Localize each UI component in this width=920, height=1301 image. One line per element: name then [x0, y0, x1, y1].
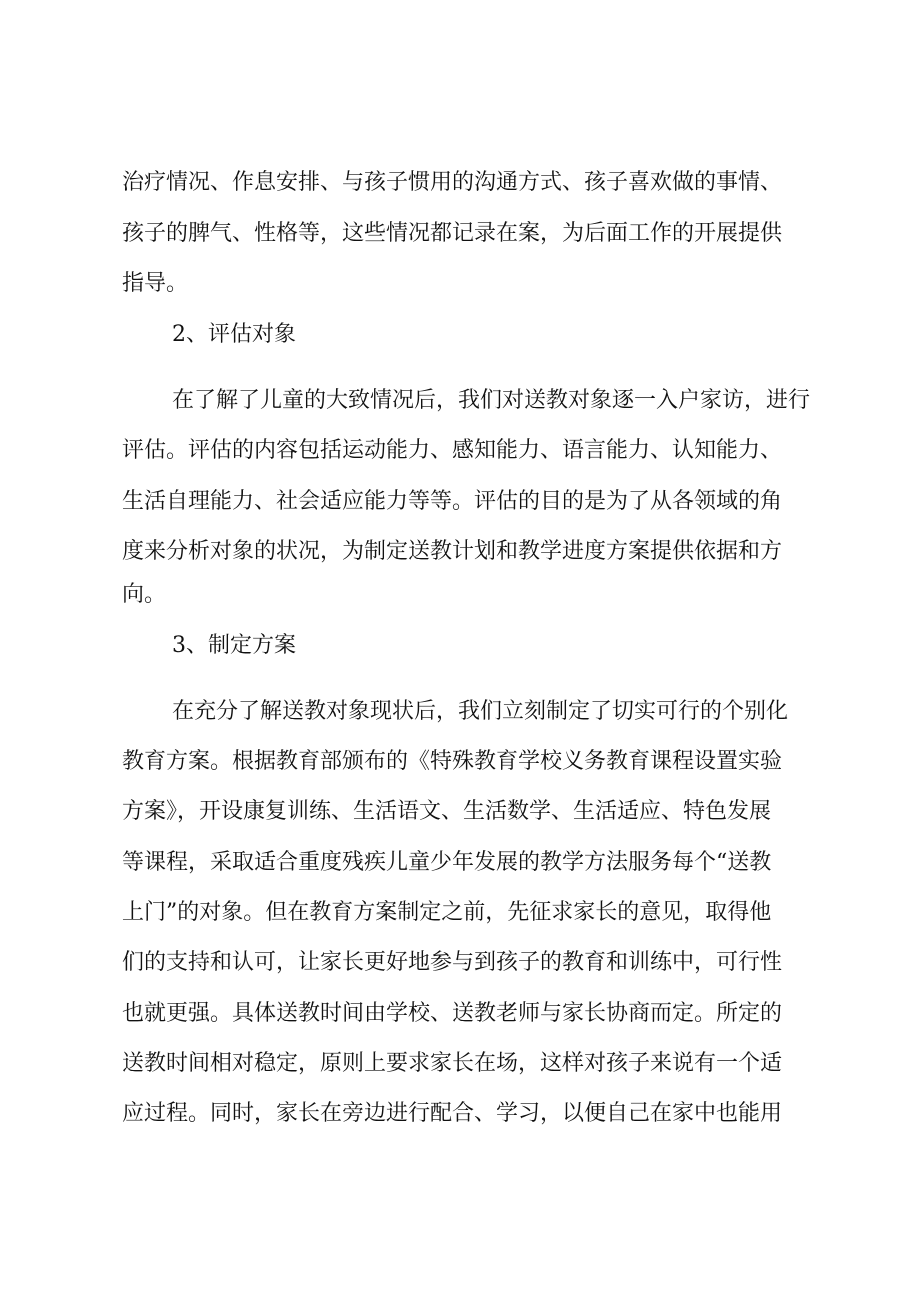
paragraph-line: 在了解了儿童的大致情况后，我们对送教对象逐一入户家访，进行 — [172, 388, 811, 413]
section-heading-evaluate: 2、评估对象 — [172, 322, 296, 347]
paragraph-line: 孩子的脾气、性格等，这些情况都记录在案，为后面工作的开展提供 — [122, 221, 783, 246]
paragraph-line: 应过程。同时，家长在旁边进行配合、学习，以便自己在家中也能用 — [122, 1101, 783, 1126]
paragraph-line: 向。 — [122, 582, 167, 607]
paragraph-line: 评估。评估的内容包括运动能力、感知能力、语言能力、认知能力、 — [122, 438, 783, 463]
paragraph-line: 生活自理能力、社会适应能力等等。评估的目的是为了从各领域的角 — [122, 489, 783, 514]
paragraph-line: 在充分了解送教对象现状后，我们立刻制定了切实可行的个别化 — [172, 699, 789, 724]
paragraph-line: 等课程，采取适合重度残疾儿童少年发展的教学方法服务每个“送教 — [122, 850, 772, 875]
paragraph-line: 们的支持和认可，让家长更好地参与到孩子的教育和训练中，可行性 — [122, 950, 783, 975]
paragraph-line: 方案》，开设康复训练、生活语文、生活数学、生活适应、特色发展 — [122, 799, 772, 824]
paragraph-line: 度来分析对象的状况，为制定送教计划和教学进度方案提供依据和方 — [122, 539, 783, 564]
paragraph-line: 也就更强。具体送教时间由学校、送教老师与家长协商而定。所定的 — [122, 1001, 783, 1026]
paragraph-line: 指导。 — [122, 271, 189, 296]
paragraph-line: 治疗情况、作息安排、与孩子惯用的沟通方式、孩子喜欢做的事情、 — [122, 170, 783, 195]
paragraph-line: 上门”的对象。但在教育方案制定之前，先征求家长的意见，取得他 — [122, 900, 772, 925]
paragraph-line: 送教时间相对稳定，原则上要求家长在场，这样对孩子来说有一个适 — [122, 1051, 783, 1076]
paragraph-line: 教育方案。根据教育部颁布的《特殊教育学校义务教育课程设置实验 — [122, 749, 783, 774]
section-heading-plan: 3、制定方案 — [172, 633, 296, 658]
